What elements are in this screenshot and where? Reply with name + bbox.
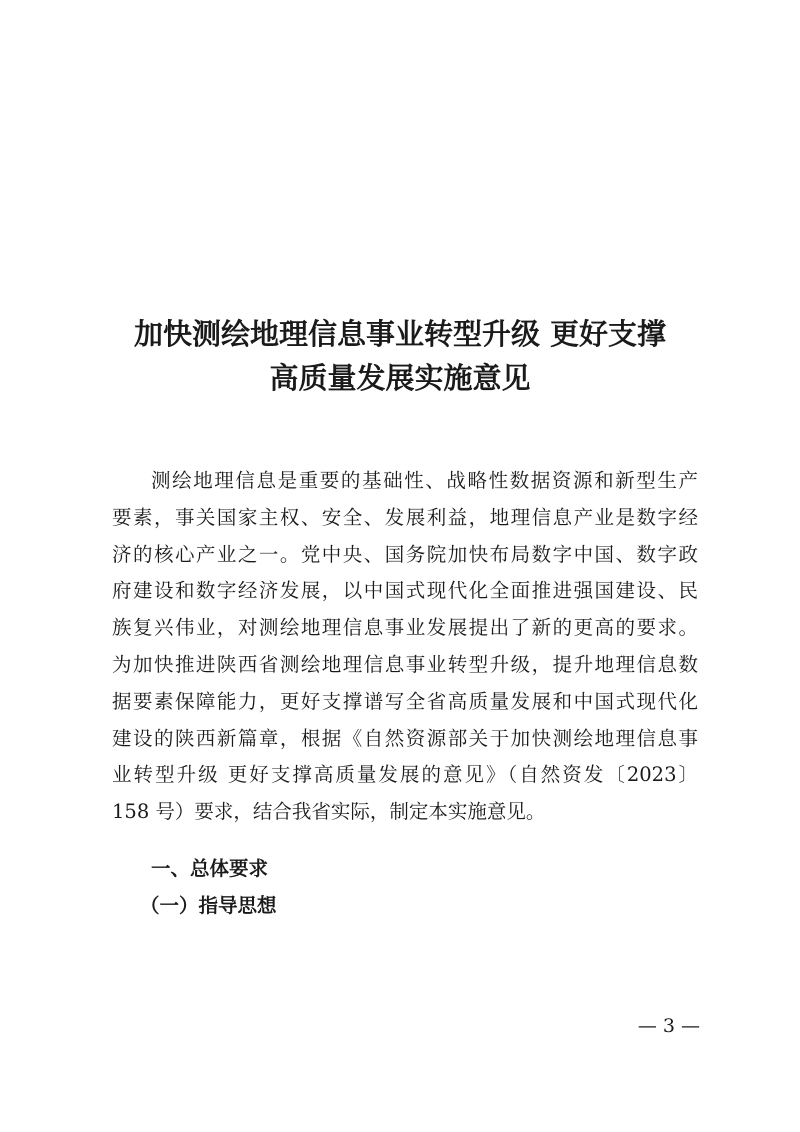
document-title xyxy=(0,312,800,400)
paragraph-line: 济的核心产业之一。党中央、国务院加快布局数字中国、数字政 xyxy=(112,542,698,566)
intro-paragraph xyxy=(112,463,698,831)
paragraph-line: 建设的陕西新篇章，根据《自然资源部关于加快测绘地理信息事 xyxy=(112,726,698,750)
page-number: — 3 — xyxy=(637,1015,700,1037)
paragraph-line: 为加快推进陕西省测绘地理信息事业转型升级，提升地理信息数 xyxy=(112,652,698,676)
title-line-1: 加快测绘地理信息事业转型升级 更好支撑 xyxy=(133,317,667,351)
paragraph-line: 府建设和数字经济发展，以中国式现代化全面推进强国建设、民 xyxy=(112,579,698,603)
paragraph-line: 要素，事关国家主权、安全、发展利益，地理信息产业是数字经 xyxy=(112,505,698,529)
paragraph-line: 测绘地理信息是重要的基础性、战略性数据资源和新型生产 xyxy=(151,469,698,492)
title-line-2: 高质量发展实施意见 xyxy=(269,361,531,395)
subsection-heading: （一）指导思想 xyxy=(140,894,277,917)
paragraph-line: 族复兴伟业，对测绘地理信息事业发展提出了新的更高的要求。 xyxy=(112,616,698,640)
paragraph-line: 158 号）要求，结合我省实际，制定本实施意见。 xyxy=(112,800,546,824)
paragraph-line: 业转型升级 更好支撑高质量发展的意见》（自然资发〔2023〕 xyxy=(112,763,698,787)
paragraph-line: 据要素保障能力，更好支撑谱写全省高质量发展和中国式现代化 xyxy=(112,689,698,713)
section-heading: 一、总体要求 xyxy=(151,857,269,880)
